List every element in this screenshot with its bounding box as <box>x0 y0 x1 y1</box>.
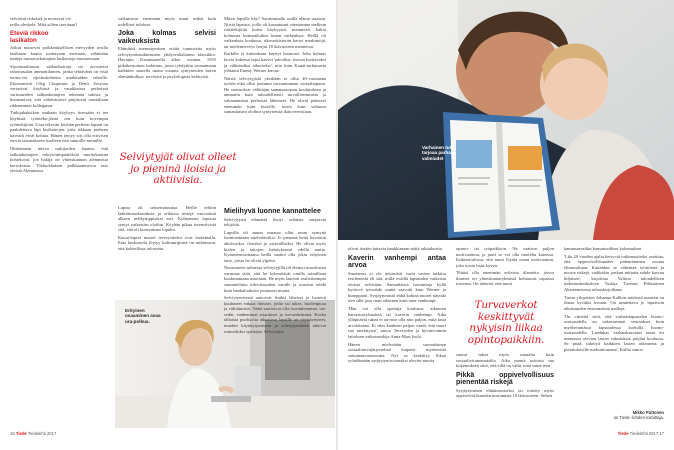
paragraph: Näistä selviytyjistä yksikään ei ollut 40-vuotiaana työtön eikä ollut joutunut turvautumaan sosiaaliapuun. He saavuttivat välittäjän samantasoisen koulutuksen ja ammatin kuin taloudellisesti turvallisemmista ja vakaammista perheistä lähteneet. He olivat päässeet enemmän kuin kuiville, toisin kuin valtaosa samanlaisiin oloihin syntyneistä ikätovereistaan. <box>224 75 326 115</box>
right-page <box>338 0 674 450</box>
left-page <box>0 0 336 450</box>
paragraph: Lapsilla oli muun muassa ollut omni syntynä luontoettuaan mielettäväksi. Jo pienenä heitä kuvattiin aktiivisiksi, iloisiksi ja ystävällisiksi. He olivat myös kielen ja taitojen kehityksessä edellä muita. Kymmenvuotiaana heillä saattoi olla jokin erityinen taito, joista he olivat ylpeitä. <box>224 229 326 263</box>
right-column-2-bottom <box>456 352 554 428</box>
right-column-2-top <box>456 246 554 296</box>
father-child-reading-photo <box>338 0 674 240</box>
paragraph: Ohittamaan tuleva tutkijoiden haamu, että salkunhoitajien rekrytointipäätöksiä meritokratian kohteluvat, joe hakija on yhteiskunnan alemmista kerroksista. Yläluokkaisen palkkaamisessa taas yleistä Alemmissa <box>10 145 108 174</box>
page-number: 17 <box>659 431 664 436</box>
paragraph: Elämässä menestymisen eräitä tunnisteita myös selviytymistutkimusten yhdysvaltalainen klassikko. Havaijin Kauaisaarella alkoi vuonna 1955 pitkäkestoinen tutkimus, jossa ryhdyttiin seuraamaan kaikkien saarella tuona vuonna syntyneiden lasten elämänkulkua, terveyttä ja psykologista kehitystä. <box>118 46 216 80</box>
paragraph: vaikuttavat enemmän myös muut seikat kuin todelliset tulokset. <box>118 16 216 27</box>
paragraph: saavat tukea myös muualta kuin sosiaaliviranomaisilta. Aika pientä asioista saa kokemuksen siitä, että sillä on väliä, mitä minä teen.' <box>456 352 554 369</box>
footer-issue: Tiedelehti 2017 <box>629 431 659 436</box>
paragraph: 'Pitäisi olla enemmän erilaisia tilanteita, joissa ihmiset eri yhteiskuntaryhmistä kohtaavat vapaasti toisensa. On tärkeää, että nuori <box>456 270 554 287</box>
paragraph: Kauai-lapset maiset terveystiedot ovat laskemalla. Eräs keskustelu löytyy kulttuuripiiriä on tutkimusta, että kokeellista tulostetta. <box>118 234 216 252</box>
paragraph: Syrjäytymisen ehkäisemiseksi on esitetty myös oppivelvollisuuden nostamista 18 ikävuoteen. Siihen <box>456 387 554 399</box>
paragraph: Turun yliopiston Johanna Kallion mielestä nuorten on ilmaa hyväksi keraan. On tunnettava jo lapsivoin aikuisuuden ensimmäisiä malleja. <box>564 294 664 311</box>
left-column-2-lower <box>118 205 216 297</box>
subheading-eteva: Eteviä rikkoo lasikaton <box>10 30 49 45</box>
author-role: on Tiede -lehden toimittaja. <box>613 415 664 420</box>
pull-quote-right: Turvaverkot keskittyvät nykyisin liikaa opintopaikkiin. <box>467 299 545 346</box>
right-footer <box>618 431 664 436</box>
paragraph: Jotkut nousevat poikkeuksellisen etevyyden avulla lasikaton kautta tuottavaan asemaan, vähintään tunteja taustavaikuttajina lasikattoja murtaessaan. <box>10 45 108 62</box>
intro-text: selviävät riskeistä ja nousevat vii- reille oleskele. Mitä siihen tarvitaan? <box>10 16 78 27</box>
paragraph: Tutkijakaksikon mukaan köyhyys itsessään ei tee köyhistä työnteka-jöistä sen kuin kovempia työntekijöitä. Uraa tekevän köyhän perheen lapsen on paahdettava läpi lasikattojen, joita rikkaan perheen kasvatti eivät kohtaa. Hänen täytyy siis olla erityisen eteviä raivatakseen itselleen tien samoille asemille. <box>10 110 108 144</box>
left-column-2 <box>118 16 216 82</box>
left-column-3 <box>224 16 326 117</box>
paragraph: Hänen mielestään suomalainen sosiaaliturvajärjestelmä kaipaisi myötenistä sattumanvaraisuutta. Nyt se keskittyy liikaa työtelämään syrjäytymisvaaraksi oleviin nuoria <box>348 341 446 364</box>
paragraph: opinto- tai työpaikkoin. Ne vaativat paljon motivaatiota, ja juuri se voi olla nuorelta kateissa. Esikiasitulossa, että nuori löytää oman motivaation, joka toisin lisää kyvyn. <box>456 246 554 268</box>
left-column-1 <box>10 16 108 176</box>
pull-quote-left: Selviytyjät olivat olleet jo pieninä iloisia ja aktiivisia. <box>119 151 237 186</box>
paragraph: 'Liki 20 vuoden ajalta kertyvät tutkimustiedot osoittaa, että oppivelvollisuuden pidentäminen nostaa elintasoltaan. Kuitenkin se vähentää työttömiä ja nuoria riskejä, vaikkakin jonkun mittatta suhde kasvaa hiljaisen', kirjoittaa Valtion taloudellisen tutkimuskeskuksen Tutkija Tuomas Pekkarinen Akateemisessa talouskirjoiltaan. <box>564 253 664 293</box>
subheading-mielihyva: Mielihyvä luonne kannattelee <box>224 208 321 215</box>
subheading-joka-kolmas: Joka kolmas selvisi vaikeuksista <box>118 30 216 45</box>
photo-caption-left: Erityinen osaaminen avaa ura-polkua. <box>125 308 161 324</box>
paragraph: olivat itsekin taitavia hankkimaan näitä tukiaikuisia. <box>348 246 443 251</box>
paragraph: Kaikille ei kuitenkaan käynyt huonosti. Joka kolmas kovia kokenut lapsi kasvoi 'pärväksi, itsessä luottavaksi ja välittäväksi aikuiseksi', niin kuin Kauai-tutkimusta johtanut Emmy Werner kuvaa. <box>224 51 326 74</box>
footer-issue: Tiedelehti 2017 <box>27 431 57 436</box>
paragraph: Suomessa ei ole tiettävästi varta vasten tutkittu resilienssiä eli sitä, millä eväillä lapsuuden vaikeista oloista selvitään. Samanlaisia havaintoja kyllä hyötyvä työsuhde saatta saavutti kuin Werner ja kumppanit. Syrjäytymistä ehkä kohtaa nuoret näyttää tien sille jous muu aikuinen kuin oma vanhempi. <box>348 270 446 304</box>
right-column-1 <box>348 246 446 426</box>
subheading-kaverin: Kaverin vanhempi antaa arvoa <box>348 254 446 270</box>
author-signature <box>564 410 664 420</box>
footer-brand: Tiede <box>15 431 27 436</box>
paragraph: Selviytyjien elämästä löytyi orilaisia suojaavia tekijöitä. <box>224 216 326 228</box>
paragraph: Selviytymisestä auttoivat lisäksi läheiset ja luotetut kuuluneet vakaat ihmiset, joilta sai tukea, huolenpitoa ja välittämistä. Näitä saattoivat olla isovanhemmat, isä-sedät, vanhemmat sisarukset ja isovanhemmat. Koska tällaisia puolisoita aikuisista lapsille on näyttäytyneet, muiden käyttäytymiseen ja selviytymiseen tukevat esimerkiksi opettajat. Selviytyjät <box>224 295 326 334</box>
subheading-pidempi: Pikkä oppivelvollisuus pienentää riskejä <box>456 371 554 387</box>
page-number: 16 <box>10 431 15 436</box>
left-footer <box>10 431 56 436</box>
paragraph: 'On viitteitä siitä, että varhaislapsuuden huono-osaisuudella on vakavammat seuraukset kuin myöhemmässä lapsuudessa koetulla huono-osaisuudella. Laadukas varhaiskasvatus tasaa eri asemassa olevien lasten valmiuksia pärjätä koulussa. Se pitää sidottyä kaikkien lasten oikeutena ja pienituloisille maksuttomana', Kallio sanoo. <box>564 313 664 352</box>
author-name: Mikko Puttonen <box>632 410 664 415</box>
paragraph: Nuoruuteen tultaessa selviytyjillä oli ehtinyt muodostua varmuus siitä, että he kykenisivät omilla toimillaan kuuluttamaan asioitaan. He myös laativat realistisempia suunnitelmia tulevaisuuden varalle ja osasivat tehdä kuin hankaluuksiin joutuneet muuta. <box>224 265 326 293</box>
paragraph: Miten lapsille käy? Suurimmalla osalla elämä tasaista. Niistä lapsista, joille oli kasautunut väestömme melkein riskitekijöitä kuten köyhyyttä, mennessä, kakui kolmesta kuttuntiloihin lasten vaikeuksia. Heillä oli vaikeuksia koulussa, rikosrekisteriin kertyi merkintöjä, tai mielenterveys horjui 18 ikävuoteen mennessä. <box>224 16 326 49</box>
photo-caption-right: Varhainen tuki tarjoaa parhaat valmiudet <box>422 145 455 161</box>
paragraph: Lapsia oli seitsemänsataa. Heille tehtiin lääkärintarkastuksia ja erilaisia testejä vauvaiästä alkaen nelikymppisiksi asti. Kolmannes lapsista syntyi vaikeisiin oloihin. Köyhän pikuu intensiivisiä sitä, että eli kotiseutuna lopulta. <box>118 205 216 233</box>
paragraph: Sijoitusrahaston salkunhoitaja on arvostettu rahoitusalan ammattilainen, jonka tehtävänä on etsiä tuotta-via sijoituskohteita asiakkaiden rahoille. Ekonomistit Oleg Chuprinin ja Denis Sosyura vertasivat köyhissä ja varakkaissa perheissä varttuneiden salkunhoitajien tekemää tulosta ja huomasivat, että vähävaraiset pärjäsivät taustaltaan rikkaammat kollegansa. <box>10 63 108 108</box>
footer-brand: Tiede <box>617 431 629 436</box>
left-column-3-lower <box>224 205 326 427</box>
paragraph: 'Hän voi olla opettaja koulussa, aikuinen harrastusryhmässä tai kaverin vanhempi. Aika ylläpitäviä tukea ei tarvitse olla niin paljon, mitä lasta arvokkaana. Ei edes kauhean paljon vaadi, että nuori saa merkitystä', sanoo Terveyden ja hyvinvoinnin laitoksen erikoistutkija Anna-Mari Isola. <box>348 306 446 339</box>
paragraph: kannustavatkin kansainväliset kokemukset. <box>564 246 643 251</box>
right-column-3 <box>564 246 664 406</box>
